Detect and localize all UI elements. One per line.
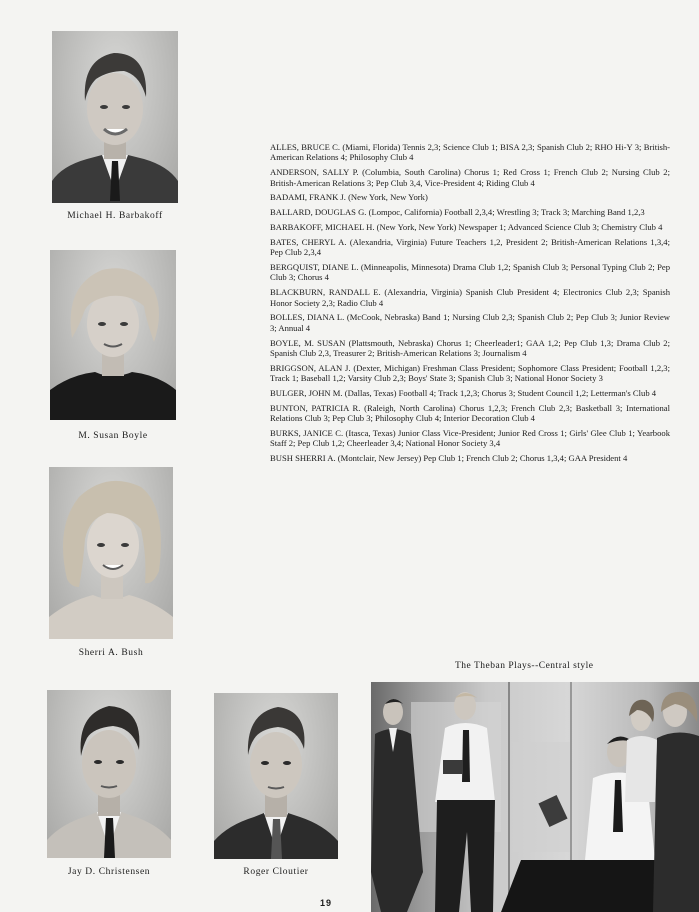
senior-entries-list — [270, 142, 670, 468]
portrait-caption: Roger Cloutier — [243, 867, 309, 877]
entry-bolles: BOLLES, DIANA L. (McCook, Nebraska) Band 1; Nursing Club 2,3; Spanish Club 2; Pep Club 3; Junior Review 3; Annual 4 — [270, 312, 670, 333]
entry-badami: BADAMI, FRANK J. (New York, New York) — [270, 192, 428, 203]
entry-ballard: BALLARD, DOUGLAS G. (Lompoc, California) Football 2,3,4; Wrestling 3; Track 3; Marching Band 1,2,3 — [270, 207, 645, 218]
page-number: 19 — [320, 898, 333, 908]
entry-burks: BURKS, JANICE C. (Itasca, Texas) Junior Class Vice-President; Junior Red Cross 1; Girls' Glee Club 1; Yearbook Staff 2; Pep Club 1,2; Cheerleader 3,4; National Honor Society 3,4 — [270, 428, 670, 449]
entry-briggson: BRIGGSON, ALAN J. (Dexter, Michigan) Freshman Class President; Sophomore Class President; Football 1,2,3; Track 1; Baseball 1,2; Varsity Club 2,3; Boys' State 3; Spanish Club 3; National Honor Society 3 — [270, 362, 670, 384]
portrait-photo-susan-boyle — [50, 250, 176, 420]
portrait-michael-barbakoff-image — [52, 31, 178, 203]
group-photo-caption: The Theban Plays--Central style — [455, 661, 594, 671]
entry-bunton: BUNTON, PATRICIA R. (Raleigh, North Carolina) Chorus 1,2,3; French Club 2,3; Basketball 3; International Relations Club 3; Pep Club 3; Philosophy Club 4; Interior Decoration Club 4 — [270, 402, 670, 424]
portrait-caption: Sherri A. Bush — [78, 648, 144, 658]
entry-bulger: BULGER, JOHN M. (Dallas, Texas) Football 4; Track 1,2,3; Chorus 3; Student Council 1,2; Letterman's Club 4 — [270, 388, 657, 399]
portrait-jay-christensen-image — [47, 690, 171, 858]
portrait-photo-michael-barbakoff — [52, 31, 178, 203]
entry-bergquist: BERGQUIST, DIANE L. (Minneapolis, Minnesota) Drama Club 1,2; Spanish Club 3; Personal Typing Club 2; Pep Club 3; Chorus 4 — [270, 262, 670, 283]
portrait-caption: M. Susan Boyle — [78, 431, 148, 441]
group-photo-image — [371, 682, 699, 912]
entry-anderson: ANDERSON, SALLY P. (Columbia, South Carolina) Chorus 1; Red Cross 1; French Club 2; Nursing Club 2; British-American Relations 3; Pep Club 3,4, Vice-President 4; Riding Club 4 — [270, 167, 670, 188]
portrait-caption: Jay D. Christensen — [67, 867, 151, 877]
entry-blackburn: BLACKBURN, RANDALL E. (Alexandria, Virginia) Spanish Club President 4; Electronics Club 2,3; Spanish Honor Society 2,3; Radio Club 4 — [270, 287, 670, 308]
portrait-photo-jay-christensen — [47, 690, 171, 858]
portrait-photo-sherri-bush — [49, 467, 173, 639]
entry-bush: BUSH SHERRI A. (Montclair, New Jersey) Pep Club 1; French Club 2; Chorus 1,3,4; GAA President 4 — [270, 453, 628, 464]
entry-barbakoff: BARBAKOFF, MICHAEL H. (New York, New York) Newspaper 1; Advanced Science Club 3; Chemistry Club 4 — [270, 222, 663, 232]
portrait-roger-cloutier-image — [214, 693, 338, 859]
entry-alles: ALLES, BRUCE C. (Miami, Florida) Tennis 2,3; Science Club 1; BISA 2,3; Spanish Club 2; RHO Hi-Y 3; British-American Relations 4; Philosophy Club 4 — [270, 142, 670, 163]
portrait-susan-boyle-image — [50, 250, 176, 420]
entry-bates: BATES, CHERYL A. (Alexandria, Virginia) Future Teachers 1,2, President 2; British-American Relations 1,3,4; Pep Club 2,3,4 — [270, 236, 670, 258]
group-photo-theban-plays — [371, 682, 699, 912]
portrait-caption: Michael H. Barbakoff — [67, 211, 163, 221]
entry-boyle: BOYLE, M. SUSAN (Plattsmouth, Nebraska) Chorus 1; Cheerleader1; GAA 1,2; Pep Club 1,3; Drama Club 2; Spanish Club 2,3, Treasurer 2; British-American Relations 3; Journalism 4 — [270, 337, 670, 359]
portrait-photo-roger-cloutier — [214, 693, 338, 859]
portrait-sherri-bush-image — [49, 467, 173, 639]
